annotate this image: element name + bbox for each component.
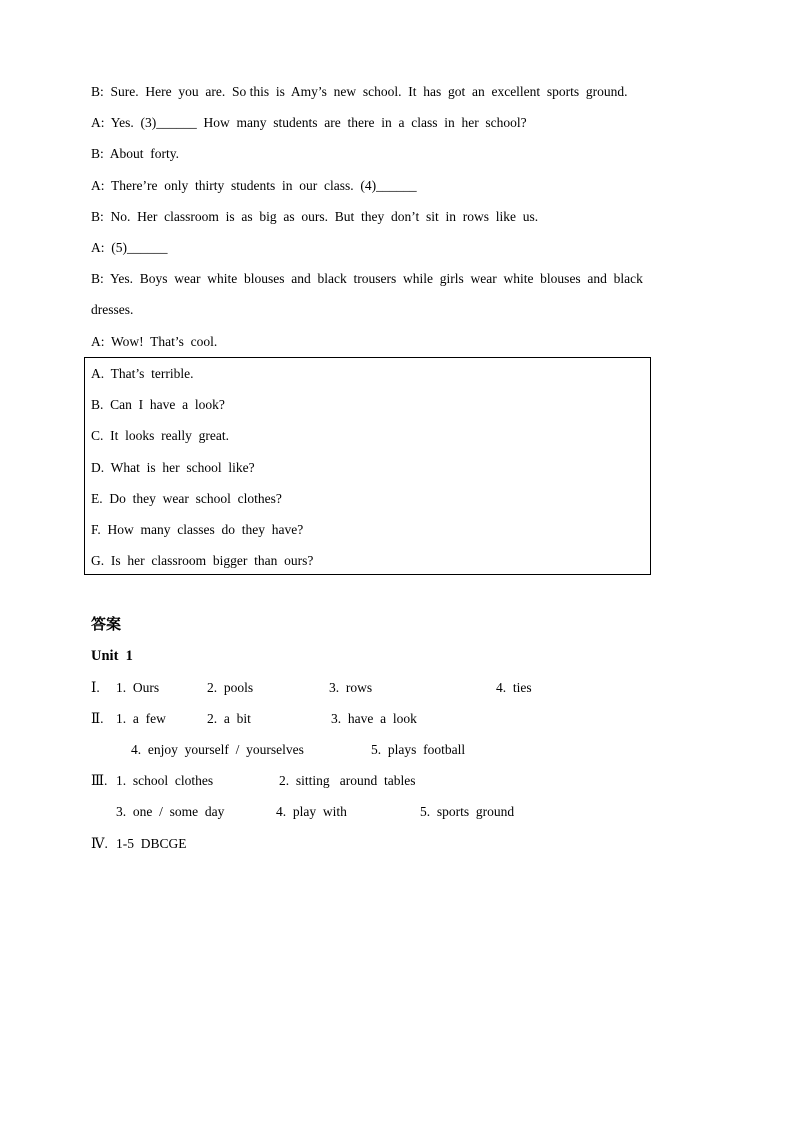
answer-item: 5. plays football	[371, 742, 466, 757]
dialogue-line-4: A: There’re only thirty students in our class. (4)______	[91, 178, 417, 193]
dialogue-line-7: B: Yes. Boys wear white blouses and black trousers while girls wear white blouses and black	[91, 271, 643, 286]
answers-heading: 答案	[91, 615, 122, 633]
section-label: Ⅱ.	[91, 711, 107, 726]
answer-item: 5. sports ground	[420, 804, 515, 819]
answer-item: 4. enjoy yourself / yourselves	[131, 742, 304, 757]
section-label: Ⅰ.	[91, 680, 104, 695]
answer-item: 3. have a look	[331, 711, 417, 726]
dialogue-line-8: dresses.	[91, 302, 134, 317]
option-b: B. Can I have a look?	[91, 397, 225, 412]
option-e: E. Do they wear school clothes?	[91, 491, 282, 506]
section-label: Ⅲ.	[91, 773, 111, 788]
dialogue-line-9: A: Wow! That’s cool.	[91, 334, 218, 349]
answer-item: 3. one / some day	[116, 804, 225, 819]
option-d: D. What is her school like?	[91, 460, 255, 475]
answer-item: 1. a few	[116, 711, 166, 726]
option-f: F. How many classes do they have?	[91, 522, 304, 537]
answer-item: 1-5 DBCGE	[116, 836, 187, 851]
answer-item: 3. rows	[329, 680, 373, 695]
dialogue-line-1: B: Sure. Here you are. So this is Amy’s new school. It has got an excellent sports ground.	[91, 84, 628, 99]
answer-item: 4. ties	[496, 680, 532, 695]
answer-item: 2. pools	[207, 680, 254, 695]
section-label: Ⅳ.	[91, 836, 112, 851]
dialogue-line-3: B: About forty.	[91, 146, 180, 161]
answer-item: 1. school clothes	[116, 773, 214, 788]
dialogue-line-5: B: No. Her classroom is as big as ours. But they don’t sit in rows like us.	[91, 209, 539, 224]
answer-item: 2. sitting around tables	[279, 773, 416, 788]
answer-item: 1. Ours	[116, 680, 160, 695]
option-g: G. Is her classroom bigger than ours?	[91, 553, 314, 568]
answer-item: 2. a bit	[207, 711, 251, 726]
answer-item: 4. play with	[276, 804, 347, 819]
dialogue-line-2: A: Yes. (3)______ How many students are there in a class in her school?	[91, 115, 527, 130]
options-box	[84, 357, 651, 575]
dialogue-line-6: A: (5)______	[91, 240, 168, 255]
option-c: C. It looks really great.	[91, 428, 229, 443]
option-a: A. That’s terrible.	[91, 366, 194, 381]
unit-title: Unit 1	[91, 648, 133, 664]
